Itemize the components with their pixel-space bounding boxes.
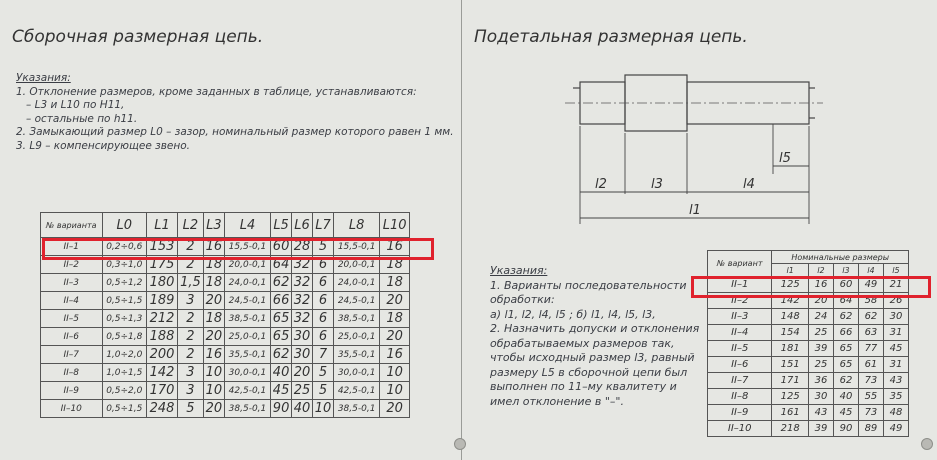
table-cell: 16: [808, 277, 833, 293]
table-cell: 125: [772, 389, 809, 405]
table-cell: II–1: [41, 238, 103, 256]
table-cell: 2: [177, 238, 203, 256]
table-cell: 65: [833, 341, 858, 357]
table-cell: 248: [147, 400, 178, 418]
table-cell: 25,0-0,1: [224, 328, 270, 346]
table-cell: 30: [808, 389, 833, 405]
table-cell: 49: [858, 277, 883, 293]
table-cell: 32: [292, 292, 313, 310]
table-cell: 28: [292, 238, 313, 256]
table-cell: 30: [292, 346, 313, 364]
table-cell: 16: [203, 346, 224, 364]
table-cell: 42,5-0,1: [224, 382, 270, 400]
table-cell: II–2: [41, 256, 103, 274]
table-cell: 181: [772, 341, 809, 357]
part-chain-title: Подетальная размерная цепь.: [474, 27, 748, 47]
assembly-chain-panel: [0, 0, 462, 460]
table-row: [708, 325, 909, 341]
table-cell: 25: [292, 382, 313, 400]
table-cell: 2: [177, 256, 203, 274]
table-cell: 45: [833, 405, 858, 421]
table-row: [708, 405, 909, 421]
table-cell: 43: [883, 373, 908, 389]
table-cell: 35: [883, 389, 908, 405]
table-cell: 24,5-0,1: [224, 292, 270, 310]
table-cell: 18: [380, 256, 410, 274]
table-cell: 6: [313, 256, 334, 274]
assembly-notes: [16, 72, 454, 153]
part-note-line: а) l1, l2, l4, l5 ; б) l1, l4, l5, l3,: [490, 307, 656, 321]
assembly-note-line: – L3 и L10 по H11,: [26, 99, 125, 111]
table-cell: 73: [858, 373, 883, 389]
table-cell: II–6: [41, 328, 103, 346]
table-cell: 39: [808, 341, 833, 357]
table-cell: 0,3÷1,0: [102, 256, 146, 274]
table-cell: 30: [883, 309, 908, 325]
table-cell: II–7: [708, 373, 772, 389]
table-cell: 3: [177, 292, 203, 310]
table-row: [41, 292, 410, 310]
table-cell: II–9: [41, 382, 103, 400]
mounting-pin: [921, 438, 933, 450]
assembly-note-line: 2. Замыкающий размер L0 – зазор, номинальный размер которого равен 1 мм.: [16, 126, 454, 138]
table-cell: 171: [772, 373, 809, 389]
table-cell: 0,5÷1,8: [102, 328, 146, 346]
part-note-line: 1. Варианты последовательности: [490, 278, 687, 292]
table-cell: 32: [292, 310, 313, 328]
table-cell: II–5: [708, 341, 772, 357]
table-cell: 20: [203, 400, 224, 418]
column-header: L4: [224, 213, 270, 238]
table-cell: 62: [833, 373, 858, 389]
table-row: [708, 421, 909, 437]
table-cell: 38,5-0,1: [224, 310, 270, 328]
table-cell: 151: [772, 357, 809, 373]
part-note-line: обработки:: [490, 293, 555, 306]
column-header: L8: [334, 213, 380, 238]
table-cell: 40: [833, 389, 858, 405]
table-cell: II–6: [708, 357, 772, 373]
table-cell: 62: [271, 346, 292, 364]
table-cell: 0,5÷1,5: [102, 400, 146, 418]
table-cell: 16: [203, 238, 224, 256]
mounting-pin: [454, 438, 466, 450]
table-cell: 43: [808, 405, 833, 421]
table-cell: 10: [203, 364, 224, 382]
table-cell: 6: [313, 310, 334, 328]
table-cell: II–1: [708, 277, 772, 293]
table-cell: 35,5-0,1: [224, 346, 270, 364]
table-row: [41, 364, 410, 382]
table-row: [708, 341, 909, 357]
column-header: L2: [177, 213, 203, 238]
table-cell: 15,5-0,1: [334, 238, 380, 256]
table-cell: 89: [858, 421, 883, 437]
column-header: l3: [833, 264, 858, 277]
column-header: L3: [203, 213, 224, 238]
table-cell: 65: [271, 310, 292, 328]
table-cell: 20: [203, 328, 224, 346]
group-header: Номинальные размеры: [772, 251, 909, 264]
table-cell: 188: [147, 328, 178, 346]
table-cell: 31: [883, 325, 908, 341]
table-cell: 189: [147, 292, 178, 310]
table-cell: 20,0-0,1: [224, 256, 270, 274]
shaft-drawing: [565, 66, 825, 228]
table-cell: 5: [177, 400, 203, 418]
table-cell: 0,5÷2,0: [102, 382, 146, 400]
table-cell: 49: [883, 421, 908, 437]
table-cell: 153: [147, 238, 178, 256]
table-cell: 0,5÷1,3: [102, 310, 146, 328]
table-cell: II–5: [41, 310, 103, 328]
table-cell: 1,0÷1,5: [102, 364, 146, 382]
table-cell: 180: [147, 274, 178, 292]
table-cell: 170: [147, 382, 178, 400]
column-header: № варианта: [41, 213, 103, 238]
table-cell: II–8: [41, 364, 103, 382]
column-header: L10: [380, 213, 410, 238]
table-cell: 3: [177, 364, 203, 382]
table-cell: 0,2÷0,6: [102, 238, 146, 256]
dim-label-l3: l3: [651, 177, 663, 192]
table-cell: II–10: [708, 421, 772, 437]
table-header-row: [708, 251, 909, 264]
table-cell: 90: [271, 400, 292, 418]
table-cell: 58: [858, 293, 883, 309]
part-note-line: обрабатываемых размеров так,: [490, 336, 675, 350]
table-cell: 40: [292, 400, 313, 418]
table-cell: 6: [313, 292, 334, 310]
table-cell: 0,5÷1,2: [102, 274, 146, 292]
table-cell: 15,5-0,1: [224, 238, 270, 256]
table-cell: II–2: [708, 293, 772, 309]
column-header: l4: [858, 264, 883, 277]
column-header: L0: [102, 213, 146, 238]
table-row: [708, 373, 909, 389]
table-cell: 142: [147, 364, 178, 382]
table-cell: 48: [883, 405, 908, 421]
assembly-note-line: 3. L9 – компенсирующее звено.: [16, 139, 191, 152]
table-cell: 18: [380, 274, 410, 292]
table-cell: 212: [147, 310, 178, 328]
part-note-line: выполнен по 11–му квалитету и: [490, 380, 677, 393]
table-cell: 10: [313, 400, 334, 418]
table-cell: 5: [313, 382, 334, 400]
table-cell: 64: [271, 256, 292, 274]
table-cell: 36: [808, 373, 833, 389]
table-cell: 55: [858, 389, 883, 405]
table-cell: 21: [883, 277, 908, 293]
table-cell: II–3: [708, 309, 772, 325]
table-row: [708, 357, 909, 373]
table-cell: 0,5÷1,5: [102, 292, 146, 310]
table-cell: 5: [313, 238, 334, 256]
table-row: [41, 346, 410, 364]
column-header: L7: [313, 213, 334, 238]
table-row: [41, 328, 410, 346]
table-cell: 25,0-0,1: [334, 328, 380, 346]
table-cell: 26: [883, 293, 908, 309]
assembly-note-line: – остальные по h11.: [26, 112, 138, 125]
table-cell: 45: [883, 341, 908, 357]
table-cell: 10: [380, 382, 410, 400]
table-cell: 6: [313, 274, 334, 292]
table-cell: 60: [271, 238, 292, 256]
dim-label-l4: l4: [743, 177, 755, 192]
table-cell: 5: [313, 364, 334, 382]
table-cell: 31: [883, 357, 908, 373]
table-cell: 3: [177, 382, 203, 400]
table-cell: 24,5-0,1: [334, 292, 380, 310]
table-cell: 35,5-0,1: [334, 346, 380, 364]
table-cell: 10: [203, 382, 224, 400]
table-cell: 142: [772, 293, 809, 309]
column-header: l1: [772, 264, 809, 277]
table-cell: 62: [858, 309, 883, 325]
table-cell: 175: [147, 256, 178, 274]
part-note-line: размеру L5 в сборочной цепи был: [490, 365, 688, 379]
table-cell: II–4: [41, 292, 103, 310]
part-notes-title: Указания:: [490, 264, 548, 277]
table-cell: 77: [858, 341, 883, 357]
table-cell: II–9: [708, 405, 772, 421]
assembly-notes-title: Указания:: [16, 72, 71, 84]
table-cell: 20: [380, 292, 410, 310]
table-cell: 30,0-0,1: [224, 364, 270, 382]
column-header: L6: [292, 213, 313, 238]
table-cell: 7: [313, 346, 334, 364]
dim-label-l5: l5: [779, 151, 791, 166]
part-note-line: 2. Назначить допуски и отклонения: [490, 322, 700, 335]
table-cell: 1,5: [177, 274, 203, 292]
table-cell: 64: [833, 293, 858, 309]
table-cell: 62: [833, 309, 858, 325]
table-cell: 148: [772, 309, 809, 325]
table-row: [41, 310, 410, 328]
table-cell: 1,0÷2,0: [102, 346, 146, 364]
table-cell: 125: [772, 277, 809, 293]
table-cell: 30,0-0,1: [334, 364, 380, 382]
table-cell: 18: [203, 310, 224, 328]
table-cell: 38,5-0,1: [224, 400, 270, 418]
table-cell: 90: [833, 421, 858, 437]
table-cell: 218: [772, 421, 809, 437]
table-cell: 161: [772, 405, 809, 421]
table-cell: 66: [833, 325, 858, 341]
column-header: L5: [271, 213, 292, 238]
table-cell: 42,5-0,1: [334, 382, 380, 400]
table-cell: II–8: [708, 389, 772, 405]
part-notes: [490, 264, 699, 409]
table-row: [708, 309, 909, 325]
table-cell: 25: [808, 325, 833, 341]
table-cell: 20: [380, 328, 410, 346]
column-header: l2: [808, 264, 833, 277]
table-cell: 16: [380, 346, 410, 364]
table-cell: 63: [858, 325, 883, 341]
table-cell: II–10: [41, 400, 103, 418]
table-cell: 25: [808, 357, 833, 373]
column-header: l5: [883, 264, 908, 277]
table-cell: 6: [313, 328, 334, 346]
table-cell: 66: [271, 292, 292, 310]
table-cell: 200: [147, 346, 178, 364]
table-cell: 2: [177, 346, 203, 364]
table-cell: 62: [271, 274, 292, 292]
table-cell: 154: [772, 325, 809, 341]
assembly-note-line: 1. Отклонение размеров, кроме заданных в таблице, устанавливаются:: [16, 85, 417, 98]
table-cell: II–3: [41, 274, 103, 292]
table-cell: 18: [203, 256, 224, 274]
table-cell: 24,0-0,1: [224, 274, 270, 292]
table-cell: 24: [808, 309, 833, 325]
table-cell: 2: [177, 328, 203, 346]
table-cell: 20: [380, 400, 410, 418]
table-cell: 40: [271, 364, 292, 382]
dim-label-l1: l1: [689, 203, 701, 218]
table-cell: 38,5-0,1: [334, 310, 380, 328]
table-cell: 65: [833, 357, 858, 373]
part-note-line: чтобы исходный размер l3, равный: [490, 351, 695, 364]
table-cell: 2: [177, 310, 203, 328]
column-header: № вариант: [708, 251, 772, 277]
table-cell: II–7: [41, 346, 103, 364]
table-cell: 18: [380, 310, 410, 328]
table-cell: 32: [292, 256, 313, 274]
table-cell: 39: [808, 421, 833, 437]
column-header: L1: [147, 213, 178, 238]
table-cell: 20: [808, 293, 833, 309]
table-cell: 32: [292, 274, 313, 292]
table-cell: 61: [858, 357, 883, 373]
table-cell: 30: [292, 328, 313, 346]
table-cell: 45: [271, 382, 292, 400]
assembly-chain-title: Сборочная размерная цепь.: [12, 27, 264, 47]
table-row: [41, 274, 410, 292]
table-cell: 65: [271, 328, 292, 346]
part-note-line: имел отклонение в "–".: [490, 394, 624, 408]
highlight-box-assembly-row: [42, 238, 434, 260]
highlight-box-part-row: [691, 276, 931, 298]
table-cell: 20: [292, 364, 313, 382]
table-row: [41, 400, 410, 418]
table-row: [41, 382, 410, 400]
table-cell: 38,5-0,1: [334, 400, 380, 418]
table-cell: 73: [858, 405, 883, 421]
table-cell: 16: [380, 238, 410, 256]
table-cell: 18: [203, 274, 224, 292]
table-cell: 20,0-0,1: [334, 256, 380, 274]
dim-label-l2: l2: [595, 177, 607, 192]
table-cell: 20: [203, 292, 224, 310]
table-row: [708, 389, 909, 405]
table-cell: 24,0-0,1: [334, 274, 380, 292]
table-cell: 60: [833, 277, 858, 293]
table-header-row: [41, 213, 410, 238]
table-cell: 10: [380, 364, 410, 382]
table-cell: II–4: [708, 325, 772, 341]
